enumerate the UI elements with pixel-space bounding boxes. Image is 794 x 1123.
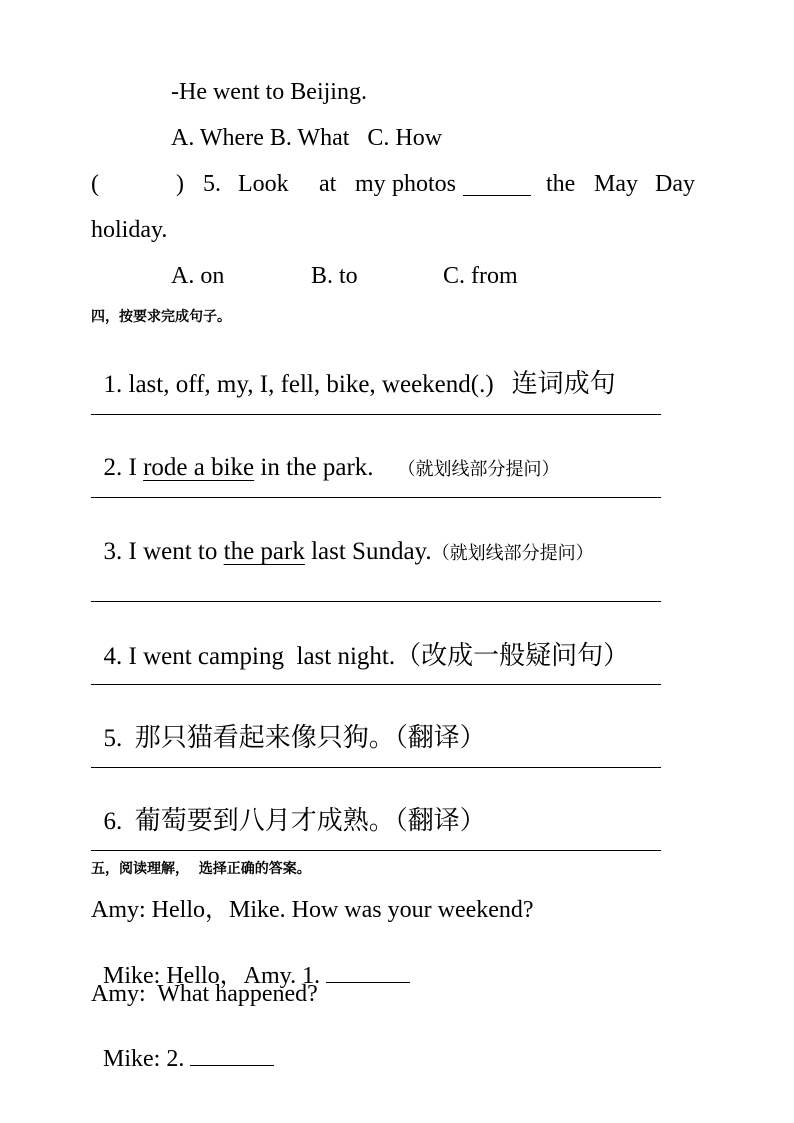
section5-title: 五，阅读理解， 选择正确的答案。 (91, 861, 311, 877)
q5-number: 5. (203, 171, 221, 197)
dialogue-blank-1[interactable] (326, 964, 410, 983)
s4-item-2-prefix: 2. I (103, 454, 144, 481)
answer-line-6[interactable] (91, 850, 661, 851)
q5-word: at (319, 171, 337, 197)
q5-word: Look (238, 171, 289, 197)
dialogue-blank-2[interactable] (190, 1047, 274, 1066)
s4-item-3-suffix: last Sunday. (304, 538, 432, 565)
q5-word: the (546, 171, 576, 197)
s4-item-1-instruction: 连词成句 (511, 369, 616, 399)
s4-item-1 (91, 346, 616, 397)
s4-item-3 (91, 514, 594, 564)
q5-option-a: A. on (171, 263, 225, 289)
s4-item-4 (91, 618, 629, 669)
answer-line-1[interactable] (91, 414, 661, 415)
s4-item-5 (91, 700, 486, 751)
q5-paren-close: ) (176, 171, 184, 197)
s4-item-5-prefix: 5. (103, 725, 135, 752)
q5-answer-blank[interactable] (463, 178, 531, 196)
q5-word: photos (392, 171, 457, 197)
q5-word: Day (655, 171, 695, 197)
s4-item-3-instruction: （就划线部分提问） (431, 543, 594, 564)
dialogue-line-3: Amy: What happened? (91, 981, 318, 1007)
q4-options: A. Where B. What C. How (171, 125, 443, 151)
s4-item-5-chinese: 那只猫看起来像只狗。 (134, 723, 395, 753)
q5-word: May (594, 171, 638, 197)
answer-line-5[interactable] (91, 767, 661, 768)
s4-item-1-text: 1. last, off, my, I, fell, bike, weekend(.) (103, 371, 494, 398)
dialogue-line-1: Amy: Hello，Mike. How was your weekend? (91, 897, 534, 923)
answer-line-3[interactable] (91, 601, 661, 602)
q4-answer-line: -He went to Beijing. (171, 79, 367, 105)
q5-paren-open: ( (91, 171, 99, 197)
s4-item-2-underlined: rode a bike (143, 454, 255, 481)
s4-item-4-instruction: （改成一般疑问句） (395, 641, 630, 671)
dialogue-line-2-text: Mike: Hello，Amy. 1. (103, 963, 327, 989)
s4-item-6-chinese: 葡萄要到八月才成熟。 (134, 806, 395, 836)
s4-item-3-prefix: 3. I went to (103, 538, 224, 565)
q5-option-b: B. to (311, 263, 358, 289)
answer-line-4[interactable] (91, 684, 661, 685)
q5-line2: holiday. (91, 217, 168, 243)
s4-item-2-suffix: in the park. (254, 454, 374, 481)
s4-item-4-text: 4. I went camping last night. (103, 643, 396, 670)
s4-item-6-prefix: 6. (103, 808, 135, 835)
s4-item-2-instruction: （就划线部分提问） (397, 459, 560, 480)
s4-item-2 (91, 430, 560, 480)
q5-word: my (355, 171, 386, 197)
s4-item-3-underlined: the park (223, 538, 305, 565)
answer-line-2[interactable] (91, 497, 661, 498)
s4-item-5-instruction: （翻译） (394, 723, 486, 753)
dialogue-line-4-text: Mike: 2. (103, 1046, 191, 1072)
s4-item-6-instruction: （翻译） (394, 806, 486, 836)
s4-item-6 (91, 783, 486, 834)
q5-option-c: C. from (443, 263, 518, 289)
dialogue-line-4 (91, 1023, 274, 1071)
section4-title: 四，按要求完成句子。 (91, 309, 231, 325)
